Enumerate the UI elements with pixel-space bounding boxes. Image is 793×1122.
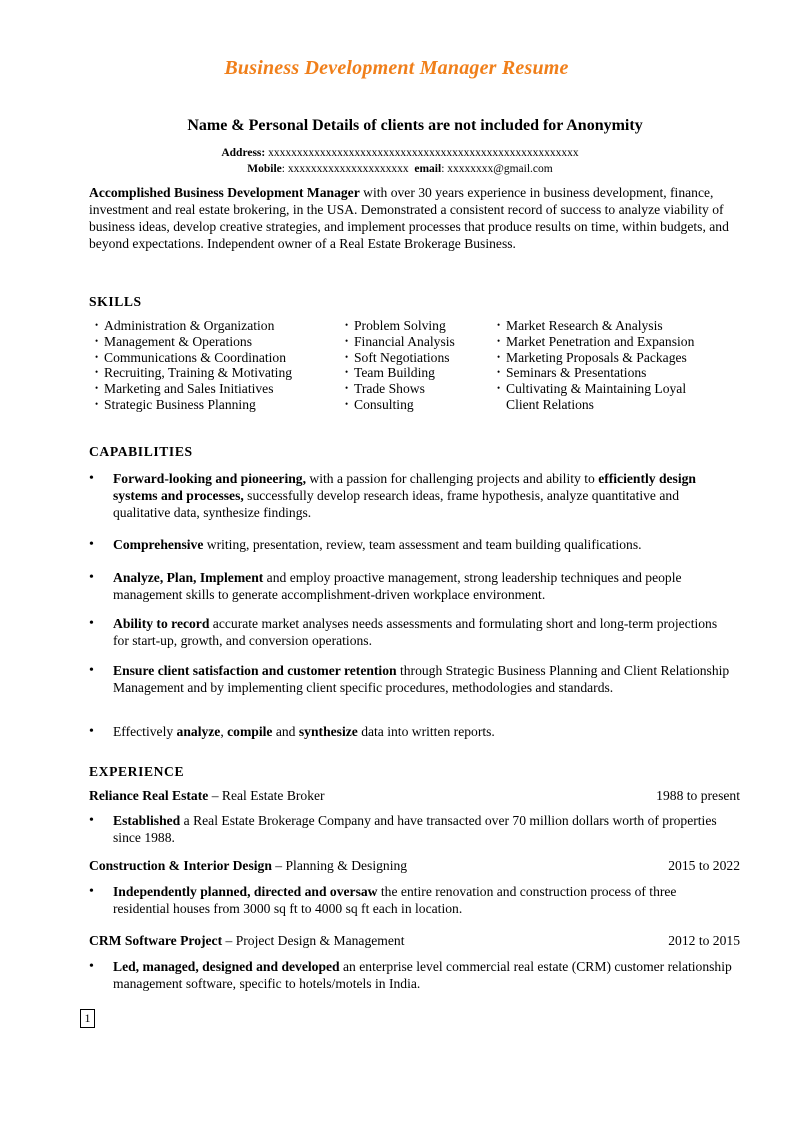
skill-item: • Cultivating & Maintaining Loyal [497, 381, 687, 397]
anonymity-subtitle: Name & Personal Details of clients are not included for Anonymity [187, 117, 643, 134]
capability-item: • Forward-looking and pioneering, with a passion for challenging projects and ability to efficiently design systems and processes, successfully develop research ideas, frame hypothesis, analyze quantitative and qualitative data, synthesize findings. [89, 471, 696, 520]
skill-item: • Strategic Business Planning [95, 396, 256, 412]
skill-item: • Marketing Proposals & Packages [497, 349, 687, 365]
bullet-icon: • [89, 663, 94, 678]
capabilities-heading: CAPABILITIES [89, 444, 193, 459]
job-role: – Planning & Designing [271, 858, 408, 873]
address-line [0, 147, 793, 159]
capability-item: • Ensure client satisfaction and customer retention through Strategic Business Planning and Client Relationship Management and by implementing client specific procedures, methodologies and standards. [89, 663, 730, 695]
company-name: CRM Software Project [89, 933, 223, 948]
bullet-icon: • [89, 570, 94, 585]
skill-item: • Team Building [345, 365, 435, 381]
company-name: Reliance Real Estate [89, 788, 209, 803]
bullet-icon: • [89, 724, 94, 739]
skill-item: • Administration & Organization [95, 318, 275, 333]
capability-item: • Effectively analyze, compile and synthesize data into written reports. [89, 724, 495, 739]
job-header [89, 788, 740, 804]
summary-lead: Accomplished Business Development Manager [89, 185, 360, 200]
skills-heading: SKILLS [89, 294, 142, 309]
bullet-icon: • [89, 616, 94, 631]
skill-item: • Financial Analysis [345, 333, 455, 349]
skills-column-1 [95, 318, 292, 413]
bullet-icon: • [89, 959, 94, 974]
address-value: xxxxxxxxxxxxxxxxxxxxxxxxxxxxxxxxxxxxxxxxxxxxxxxxxxxxxx [268, 147, 579, 159]
skills-column-3 [497, 318, 694, 413]
bullet-icon: • [89, 537, 94, 552]
skill-item: Client Relations [506, 396, 594, 412]
address-label: Address: [221, 147, 266, 159]
skill-item: • Seminars & Presentations [497, 365, 647, 381]
summary-text: with over 30 years experience in business development, finance, investment and real estate brokering, in the USA. Demonstrated a consistent record of success to analyze viability of business ideas, develop creative strategies, and implement processes that produce results on time, within budgets, and beyond expectations. Independent owner of a Real Estate Brokerage Business. [89, 185, 729, 251]
email-label: email [414, 163, 442, 175]
job-header [89, 933, 740, 949]
bullet-icon: • [89, 813, 94, 828]
capability-item: • Comprehensive writing, presentation, review, team assessment and team building qualifications. [89, 537, 642, 552]
mobile-email-line [0, 163, 793, 175]
skill-item: • Trade Shows [345, 381, 425, 397]
job-dates: 2015 to 2022 [668, 858, 740, 873]
bullet-icon: • [89, 884, 94, 899]
skill-item: • Soft Negotiations [345, 349, 450, 365]
skills-column-2 [345, 318, 455, 413]
bullet-icon: • [89, 471, 94, 486]
skill-item: • Marketing and Sales Initiatives [95, 381, 274, 397]
skill-item: • Market Research & Analysis [497, 318, 663, 333]
skill-item: • Consulting [345, 396, 414, 412]
job-bullet: • Established a Real Estate Brokerage Company and have transacted over 70 million dollars worth of properties since 1988. [89, 813, 717, 845]
mobile-value: : xxxxxxxxxxxxxxxxxxxxx [281, 163, 409, 175]
job-header [89, 858, 740, 874]
summary-paragraph [89, 184, 729, 252]
capability-item: • Ability to record accurate market analyses needs assessments and formulating short and long-term projections for start-up, growth, and conversion operations. [89, 616, 718, 648]
experience-heading: EXPERIENCE [89, 764, 185, 779]
resume-title: Business Development Manager Resume [224, 57, 569, 79]
skill-item: • Recruiting, Training & Motivating [95, 365, 293, 381]
email-value: : xxxxxxxx@gmail.com [441, 163, 553, 175]
job-bullet: • Led, managed, designed and developed an enterprise level commercial real estate (CRM) customer relationship management software, specific to hotels/motels in India. [89, 959, 732, 991]
job-bullet: • Independently planned, directed and oversaw the entire renovation and construction process of three residential houses from 3000 sq ft to 4000 sq ft each in location. [89, 884, 677, 916]
skill-item: • Management & Operations [95, 333, 252, 349]
skill-item: • Market Penetration and Expansion [497, 333, 695, 349]
job-dates: 2012 to 2015 [668, 933, 740, 948]
skill-item: • Problem Solving [345, 318, 446, 333]
job-role: – Project Design & Management [222, 933, 405, 948]
capability-item: • Analyze, Plan, Implement and employ proactive management, strong leadership techniques and people management skills to generate accomplishment-driven workplace environment. [89, 570, 682, 602]
mobile-label: Mobile [247, 163, 282, 175]
job-dates: 1988 to present [656, 788, 740, 803]
skill-item: • Communications & Coordination [95, 349, 286, 365]
page-number: 1 [80, 1009, 95, 1028]
job-role: – Real Estate Broker [208, 788, 325, 803]
company-name: Construction & Interior Design [89, 858, 272, 873]
